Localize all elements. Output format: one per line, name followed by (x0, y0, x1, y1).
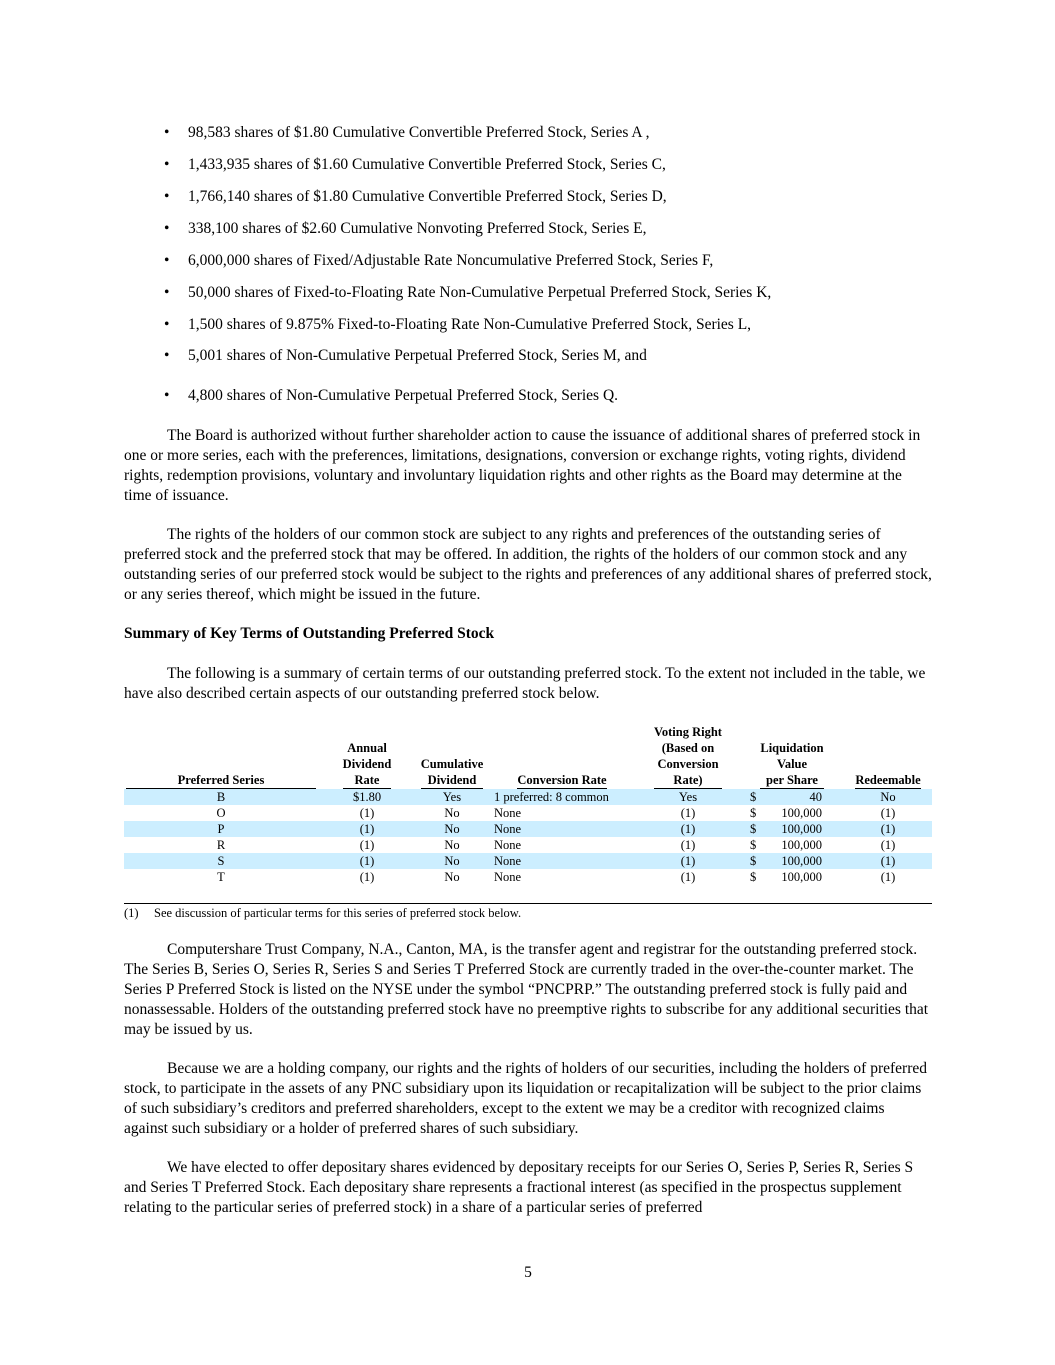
table-row: P (1) No None (1) $ 100,000 (1) (124, 821, 932, 837)
table-row: T (1) No None (1) $ 100,000 (1) (217, 870, 896, 884)
col-header-liquidation: Liquidation Value per Share (760, 741, 824, 787)
table-row: S (1) No None (1) $ 100,000 (1) (124, 853, 932, 869)
col-header-voting: Voting Right (Based on Conversion Rate) (654, 725, 722, 787)
depositary-shares-paragraph: We have elected to offer depositary shares evidenced by depositary receipts for our Series O, Series P, Series R, Series S and Series T Preferred Stock. Each depositary share represents a fractional interest (as specified in the prospectus supplement relating to the particular series of preferred stock) in a share of a particular series of preferred (124, 1159, 914, 1216)
table-row: O (1) No None (1) $ 100,000 (1) (216, 806, 896, 820)
table-divider (124, 903, 932, 904)
col-header-series: Preferred Series (124, 724, 318, 789)
col-header-cumulative: Cumulative Dividend (420, 757, 484, 787)
preferred-terms-table (124, 724, 932, 885)
col-header-rate: Annual Dividend Rate (342, 741, 392, 787)
table-row: B $1.80 Yes 1 preferred: 8 common Yes $ 40 No (124, 789, 932, 805)
page-number: 5 (524, 1264, 532, 1281)
table-footnote: (1) See discussion of particular terms for this series of preferred stock below. (124, 906, 522, 920)
holding-company-paragraph: Because we are a holding company, our rights and the rights of holders of our securities, including the holders of preferred stock, to participate in the assets of any PNC subsidiary upon its liquidation or recapitalization will be subject to the prior claims of such subsidiary’s creditors and preferred shareholders, except to the extent we may be a creditor with recognized claims against such subsidiary or a holder of preferred shares of such subsidiary. (124, 1060, 927, 1137)
board-authority-paragraph: The Board is authorized without further shareholder action to cause the issuance of additional shares of preferred stock in one or more series, each with the preferences, limitations, designations, conversion or exchange rights, voting rights, dividend rights, redemption provisions, voluntary and involuntary liquidation rights and other rights as the Board may determine at the time of issuance. (124, 427, 921, 504)
common-stock-rights-paragraph: The rights of the holders of our common stock are subject to any rights and preferences of the outstanding series of preferred stock and the preferred stock that may be offered. In addition, the rights of the holders of our common stock and any outstanding series of our preferred stock would be subject to the rights and preferences of any additional shares of preferred stock, or any series thereof, which might be issued in the future. (124, 526, 932, 603)
summary-intro-paragraph: The following is a summary of certain terms of our outstanding preferred stock. To the extent not included in the table, we have also described certain aspects of our outstanding preferred stock below. (124, 665, 926, 702)
col-header-conversion: Conversion Rate (517, 773, 607, 787)
table-header-row (124, 724, 932, 789)
col-header-redeemable: Redeemable (855, 773, 921, 787)
transfer-agent-paragraph: Computershare Trust Company, N.A., Canton, MA, is the transfer agent and registrar for the outstanding preferred stock. The Series B, Series O, Series R, Series S and Series T Preferred Stock are currently traded in the over-the-counter market. The Series P Preferred Stock is listed on the NYSE under the symbol “PNCPRP.” The outstanding preferred stock is fully paid and nonassessable. Holders of the outstanding preferred stock have no preemptive rights to subscribe for any additional securities that may be issued by us. (124, 941, 929, 1038)
section-heading: Summary of Key Terms of Outstanding Preferred Stock (124, 625, 495, 642)
table-row: R (1) No None (1) $ 100,000 (1) (216, 838, 896, 852)
